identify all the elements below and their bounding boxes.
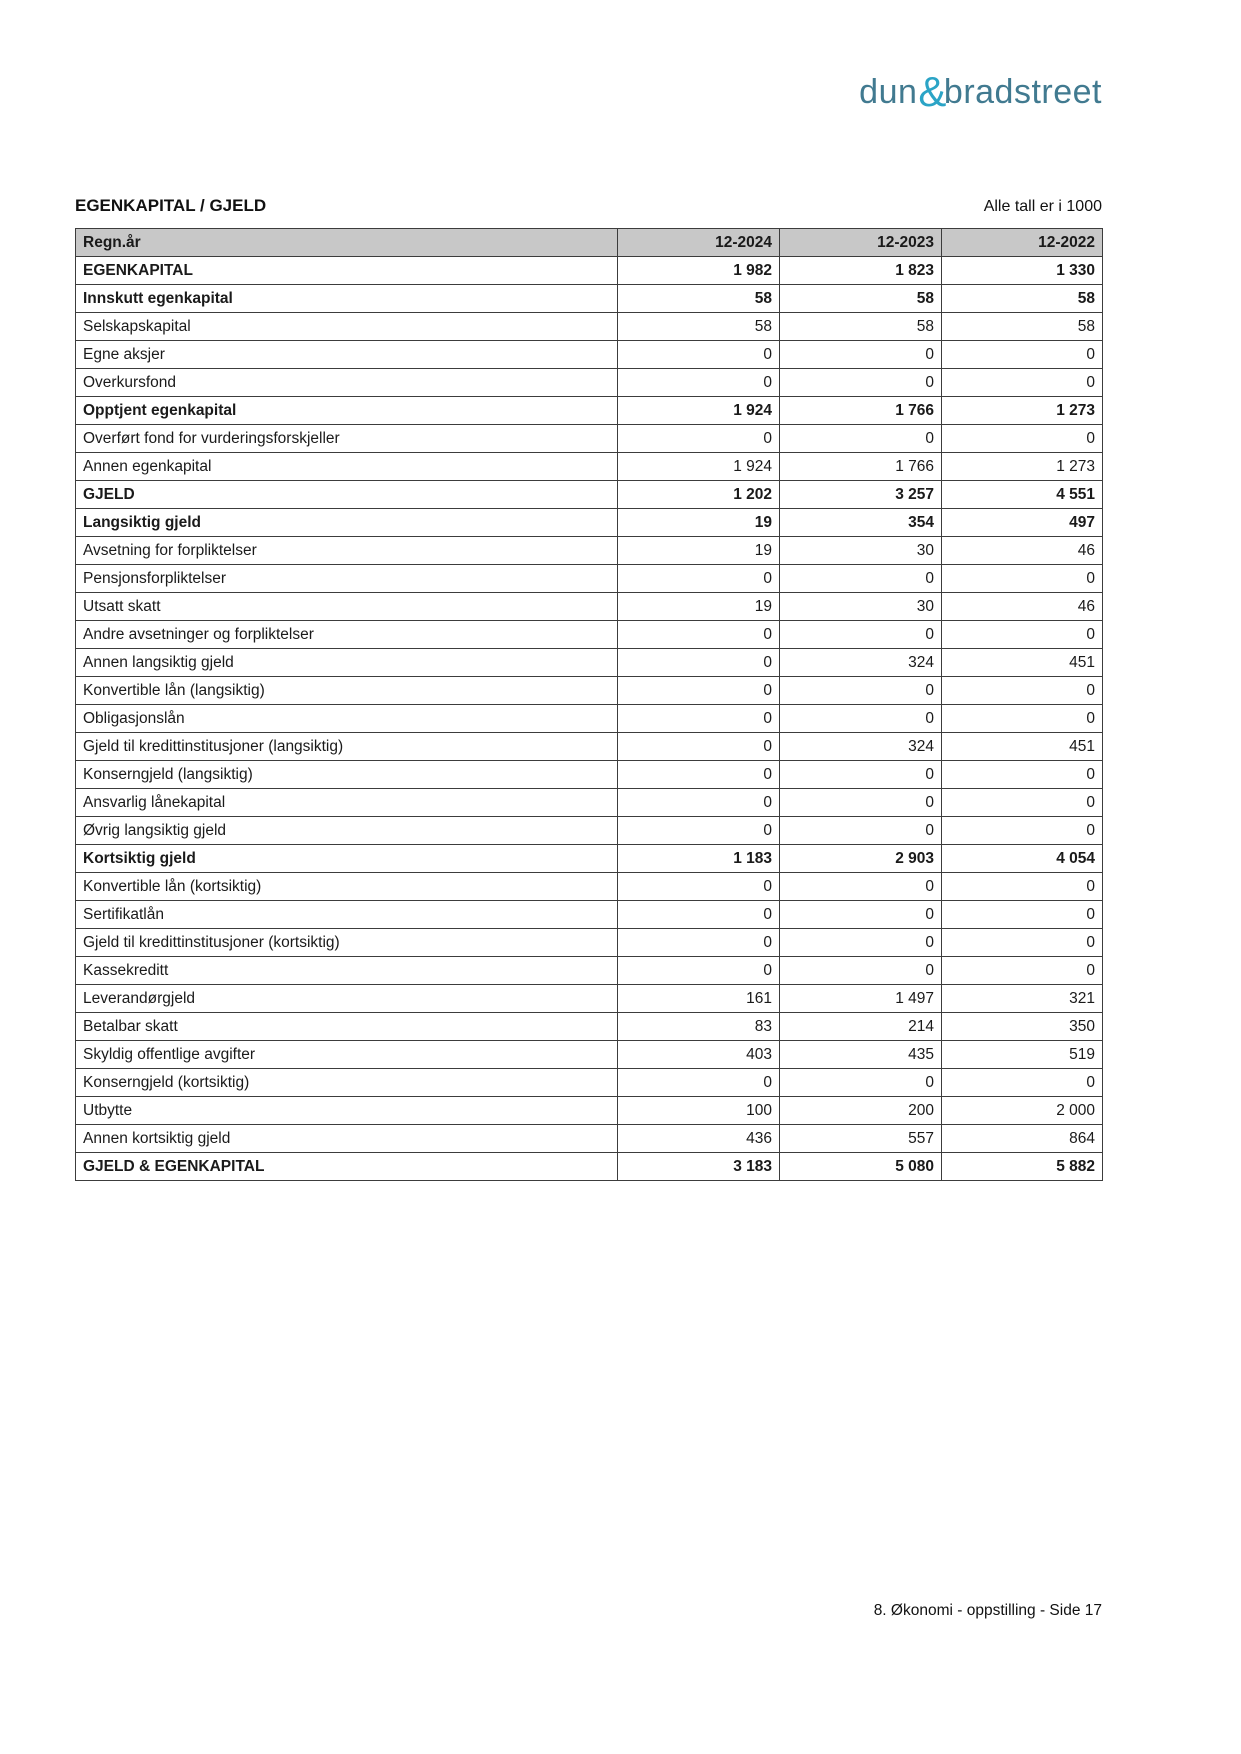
- row-value: 0: [618, 1069, 780, 1097]
- row-label: Overført fond for vurderingsforskjeller: [76, 425, 618, 453]
- row-value: 0: [618, 929, 780, 957]
- row-value: 161: [618, 985, 780, 1013]
- row-label: Kortsiktig gjeld: [76, 845, 618, 873]
- row-value: 557: [780, 1125, 942, 1153]
- row-value: 497: [942, 509, 1103, 537]
- row-value: 2 903: [780, 845, 942, 873]
- row-value: 0: [942, 873, 1103, 901]
- table-row: [76, 425, 1103, 453]
- row-value: 519: [942, 1041, 1103, 1069]
- row-value: 0: [618, 873, 780, 901]
- row-value: 324: [780, 733, 942, 761]
- row-label: Andre avsetninger og forpliktelser: [76, 621, 618, 649]
- units-note: Alle tall er i 1000: [983, 198, 1102, 215]
- row-value: 0: [618, 565, 780, 593]
- page-footer: 8. Økonomi - oppstilling - Side 17: [873, 1602, 1102, 1619]
- section-header: [75, 196, 1102, 216]
- table-row: [76, 957, 1103, 985]
- table-row: [76, 313, 1103, 341]
- row-value: 0: [780, 341, 942, 369]
- row-value: 83: [618, 1013, 780, 1041]
- table-row: [76, 1041, 1103, 1069]
- row-value: 58: [618, 285, 780, 313]
- table-row: [76, 705, 1103, 733]
- row-value: 0: [942, 901, 1103, 929]
- table-row: [76, 1069, 1103, 1097]
- logo-ampersand-icon: &: [918, 68, 947, 115]
- row-label: Konserngjeld (langsiktig): [76, 761, 618, 789]
- row-value: 0: [942, 621, 1103, 649]
- row-value: 0: [780, 929, 942, 957]
- row-value: 5 882: [942, 1153, 1103, 1181]
- table-row: [76, 817, 1103, 845]
- row-value: 0: [618, 621, 780, 649]
- table-row: [76, 285, 1103, 313]
- dun-bradstreet-logo: [859, 68, 1102, 115]
- row-value: 19: [618, 537, 780, 565]
- row-value: 1 823: [780, 257, 942, 285]
- row-value: 0: [780, 873, 942, 901]
- row-value: 354: [780, 509, 942, 537]
- row-value: 0: [618, 677, 780, 705]
- row-value: 0: [942, 817, 1103, 845]
- row-value: 0: [618, 649, 780, 677]
- row-value: 0: [942, 705, 1103, 733]
- row-value: 4 054: [942, 845, 1103, 873]
- row-value: 0: [618, 341, 780, 369]
- row-value: 0: [780, 425, 942, 453]
- row-value: 19: [618, 593, 780, 621]
- row-value: 3 183: [618, 1153, 780, 1181]
- row-label: GJELD: [76, 481, 618, 509]
- row-value: 0: [942, 369, 1103, 397]
- row-label: EGENKAPITAL: [76, 257, 618, 285]
- column-header-2022: 12-2022: [942, 229, 1103, 257]
- equity-debt-table: [75, 228, 1103, 1181]
- row-value: 1 924: [618, 453, 780, 481]
- table-row: [76, 369, 1103, 397]
- row-value: 0: [618, 705, 780, 733]
- row-value: 3 257: [780, 481, 942, 509]
- row-value: 1 982: [618, 257, 780, 285]
- row-value: 0: [942, 565, 1103, 593]
- table-row: [76, 761, 1103, 789]
- table-header-row: [76, 229, 1103, 257]
- row-value: 324: [780, 649, 942, 677]
- row-label: Leverandørgjeld: [76, 985, 618, 1013]
- row-label: Utsatt skatt: [76, 593, 618, 621]
- table-row: [76, 1097, 1103, 1125]
- row-value: 0: [780, 817, 942, 845]
- row-value: 321: [942, 985, 1103, 1013]
- column-header-2024: 12-2024: [618, 229, 780, 257]
- row-label: Kassekreditt: [76, 957, 618, 985]
- row-label: Innskutt egenkapital: [76, 285, 618, 313]
- row-value: 0: [942, 677, 1103, 705]
- row-label: Langsiktig gjeld: [76, 509, 618, 537]
- row-value: 30: [780, 593, 942, 621]
- row-label: Pensjonsforpliktelser: [76, 565, 618, 593]
- table-row: [76, 397, 1103, 425]
- row-value: 214: [780, 1013, 942, 1041]
- row-value: 403: [618, 1041, 780, 1069]
- row-value: 58: [942, 313, 1103, 341]
- table-row: [76, 873, 1103, 901]
- row-value: 0: [780, 565, 942, 593]
- row-value: 100: [618, 1097, 780, 1125]
- row-value: 451: [942, 649, 1103, 677]
- logo-dun-text: dun: [859, 73, 918, 111]
- row-label: Opptjent egenkapital: [76, 397, 618, 425]
- row-label: Gjeld til kredittinstitusjoner (langsiktig): [76, 733, 618, 761]
- row-value: 436: [618, 1125, 780, 1153]
- table-row: [76, 453, 1103, 481]
- row-label: Sertifikatlån: [76, 901, 618, 929]
- row-value: 0: [942, 341, 1103, 369]
- logo-bradstreet-text: bradstreet: [943, 73, 1102, 111]
- table-row: [76, 481, 1103, 509]
- row-value: 1 766: [780, 453, 942, 481]
- row-value: 0: [942, 761, 1103, 789]
- row-value: 0: [618, 425, 780, 453]
- row-value: 46: [942, 593, 1103, 621]
- table-row: [76, 649, 1103, 677]
- table-row: [76, 929, 1103, 957]
- row-label: Annen langsiktig gjeld: [76, 649, 618, 677]
- row-value: 0: [618, 369, 780, 397]
- row-label: Avsetning for forpliktelser: [76, 537, 618, 565]
- row-value: 0: [618, 733, 780, 761]
- row-value: 58: [780, 285, 942, 313]
- row-value: 0: [618, 789, 780, 817]
- row-value: 0: [618, 761, 780, 789]
- table-row: [76, 509, 1103, 537]
- row-label: Konserngjeld (kortsiktig): [76, 1069, 618, 1097]
- row-value: 5 080: [780, 1153, 942, 1181]
- table-row: [76, 901, 1103, 929]
- row-value: 46: [942, 537, 1103, 565]
- row-value: 1 924: [618, 397, 780, 425]
- row-value: 0: [942, 957, 1103, 985]
- section-title: EGENKAPITAL / GJELD: [75, 196, 267, 215]
- row-label: Konvertible lån (kortsiktig): [76, 873, 618, 901]
- table-row: [76, 341, 1103, 369]
- row-label: Betalbar skatt: [76, 1013, 618, 1041]
- table-row: [76, 1153, 1103, 1181]
- row-value: 2 000: [942, 1097, 1103, 1125]
- row-value: 1 766: [780, 397, 942, 425]
- table-row: [76, 537, 1103, 565]
- row-value: 1 330: [942, 257, 1103, 285]
- table-row: [76, 1125, 1103, 1153]
- row-label: Gjeld til kredittinstitusjoner (kortsiktig): [76, 929, 618, 957]
- row-value: 0: [780, 1069, 942, 1097]
- row-value: 19: [618, 509, 780, 537]
- row-label: Annen kortsiktig gjeld: [76, 1125, 618, 1153]
- row-value: 0: [618, 817, 780, 845]
- table-row: [76, 593, 1103, 621]
- row-value: 0: [780, 901, 942, 929]
- row-value: 0: [780, 705, 942, 733]
- row-value: 1 273: [942, 397, 1103, 425]
- row-value: 435: [780, 1041, 942, 1069]
- column-header-regnar: Regn.år: [76, 229, 618, 257]
- row-value: 30: [780, 537, 942, 565]
- row-label: GJELD & EGENKAPITAL: [76, 1153, 618, 1181]
- row-label: Utbytte: [76, 1097, 618, 1125]
- table-row: [76, 621, 1103, 649]
- row-value: 1 183: [618, 845, 780, 873]
- row-value: 58: [780, 313, 942, 341]
- table-row: [76, 985, 1103, 1013]
- row-value: 0: [618, 901, 780, 929]
- row-label: Konvertible lån (langsiktig): [76, 677, 618, 705]
- row-value: 0: [780, 621, 942, 649]
- row-label: Selskapskapital: [76, 313, 618, 341]
- row-value: 1 273: [942, 453, 1103, 481]
- row-value: 0: [780, 369, 942, 397]
- row-value: 0: [618, 957, 780, 985]
- column-header-2023: 12-2023: [780, 229, 942, 257]
- row-value: 0: [780, 677, 942, 705]
- row-label: Ansvarlig lånekapital: [76, 789, 618, 817]
- table-row: [76, 1013, 1103, 1041]
- row-value: 200: [780, 1097, 942, 1125]
- row-value: 0: [942, 425, 1103, 453]
- row-value: 0: [780, 957, 942, 985]
- table-row: [76, 789, 1103, 817]
- table-row: [76, 565, 1103, 593]
- row-value: 864: [942, 1125, 1103, 1153]
- row-value: 58: [942, 285, 1103, 313]
- row-value: 350: [942, 1013, 1103, 1041]
- row-label: Øvrig langsiktig gjeld: [76, 817, 618, 845]
- table-row: [76, 733, 1103, 761]
- row-label: Overkursfond: [76, 369, 618, 397]
- row-label: Skyldig offentlige avgifter: [76, 1041, 618, 1069]
- row-value: 451: [942, 733, 1103, 761]
- row-value: 0: [942, 929, 1103, 957]
- row-value: 58: [618, 313, 780, 341]
- table-row: [76, 677, 1103, 705]
- row-label: Obligasjonslån: [76, 705, 618, 733]
- row-value: 0: [942, 1069, 1103, 1097]
- row-value: 0: [942, 789, 1103, 817]
- row-label: Egne aksjer: [76, 341, 618, 369]
- row-value: 0: [780, 761, 942, 789]
- table-row: [76, 257, 1103, 285]
- table-row: [76, 845, 1103, 873]
- row-value: 1 497: [780, 985, 942, 1013]
- row-value: 1 202: [618, 481, 780, 509]
- row-value: 4 551: [942, 481, 1103, 509]
- row-value: 0: [780, 789, 942, 817]
- row-label: Annen egenkapital: [76, 453, 618, 481]
